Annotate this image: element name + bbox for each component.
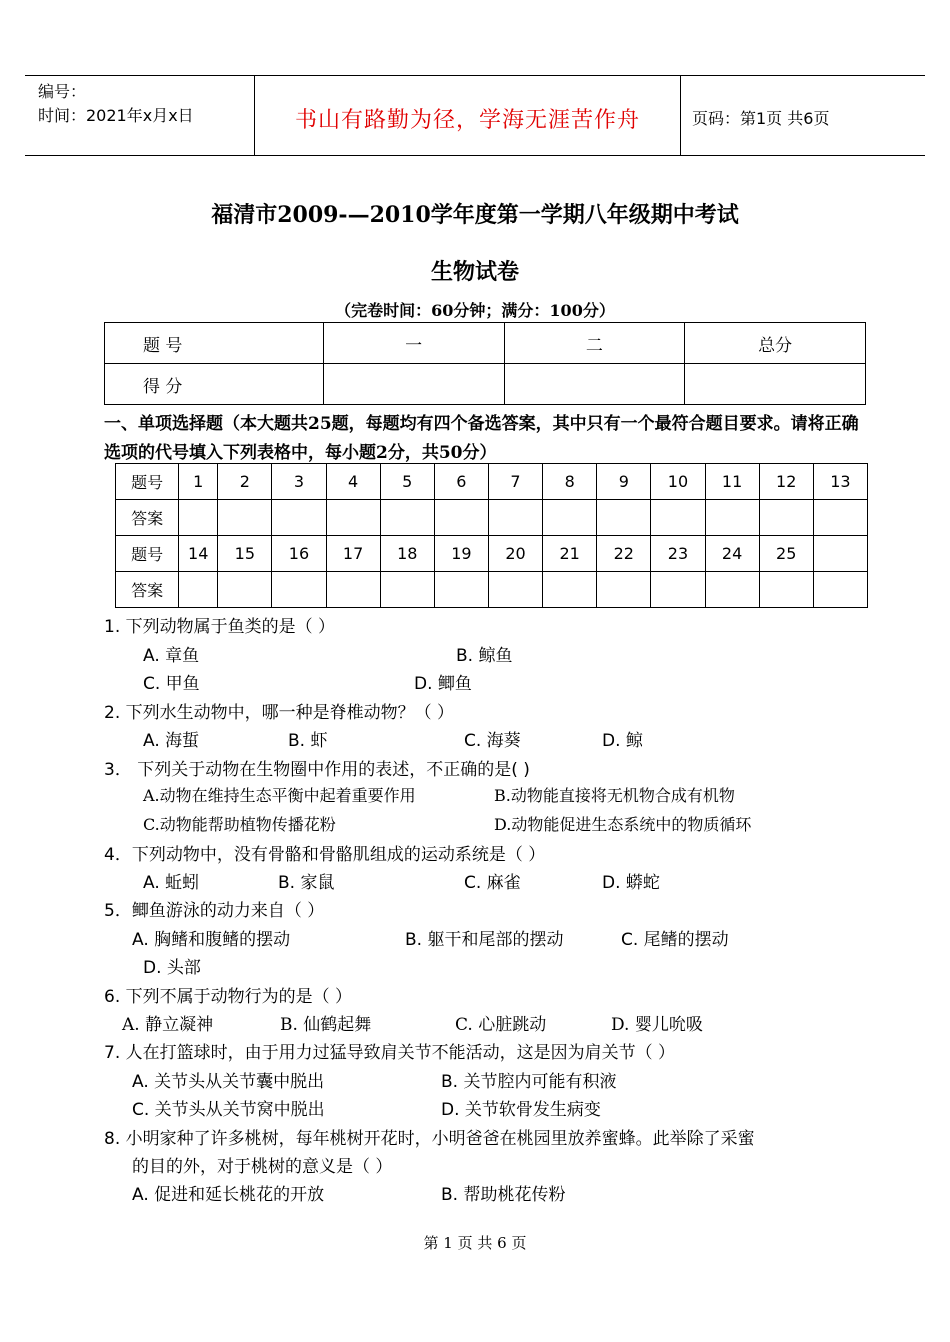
score-table-header: 二 [504,323,685,364]
question-option: D.动物能促进生态系统中的物质循环 [494,815,752,834]
answer-cell[interactable] [813,500,867,536]
question-option: C. 关节头从关节窝中脱出 [132,1100,325,1120]
answer-cell[interactable] [597,572,651,608]
question-option: C. 甲鱼 [143,674,200,694]
answer-cell[interactable] [488,500,542,536]
question-option: B. 仙鹤起舞 [280,1015,372,1035]
answer-cell[interactable] [179,572,218,608]
question-option: C. 心脏跳动 [455,1015,547,1035]
question-stem: 1. 下列动物属于鱼类的是（ ） [104,617,336,637]
exam-title: 福清市2009-—2010学年度第一学期八年级期中考试 [211,202,739,228]
question-option: B. 鲸鱼 [456,646,513,666]
score-table-header: 一 [323,323,504,364]
question-number-cell: 15 [218,536,272,572]
question-number-cell: 16 [272,536,326,572]
header-bottom-rule [25,155,925,156]
question-option: B. 关节腔内可能有积液 [441,1072,617,1092]
question-option: A.动物在维持生态平衡中起着重要作用 [143,786,416,805]
question-option: A. 关节头从关节囊中脱出 [132,1072,325,1092]
question-stem: 8. 小明家种了许多桃树，每年桃树开花时，小明爸爸在桃园里放养蜜蜂。此举除了采蜜 [104,1129,755,1149]
score-table-header: 总分 [685,323,866,364]
answer-cell[interactable] [434,500,488,536]
question-number-cell: 4 [326,464,380,500]
question-stem: 7. 人在打篮球时，由于用力过猛导致肩关节不能活动，这是因为肩关节（ ） [104,1043,676,1063]
page-footer: 第 1 页 共 6 页 [423,1234,527,1252]
question-number-cell: 18 [380,536,434,572]
answer-cell[interactable] [434,572,488,608]
answer-table-answer-row [116,500,868,536]
header-meta [38,80,194,128]
question-stem: 3． 下列关于动物在生物圈中作用的表述，不正确的是( ) [104,760,530,780]
question-option: A. 促进和延长桃花的开放 [132,1185,325,1205]
question-option: A. 海蜇 [143,731,200,751]
question-number-cell: 23 [651,536,705,572]
answer-cell[interactable] [179,500,218,536]
question-option: C.动物能帮助植物传播花粉 [143,815,336,834]
score-table [104,322,866,405]
question-number-cell: 19 [434,536,488,572]
answer-table-answer-row [116,572,868,608]
answer-cell[interactable] [543,572,597,608]
question-number-cell: 22 [597,536,651,572]
answer-cell[interactable] [326,500,380,536]
answer-table-label: 答案 [116,572,179,608]
question-number-cell: 7 [488,464,542,500]
answer-cell[interactable] [326,572,380,608]
question-number-cell: 5 [380,464,434,500]
question-option: A. 静立凝神 [122,1015,214,1035]
answer-table-label: 题号 [116,536,179,572]
header-divider [680,75,681,155]
question-option: D. 头部 [143,958,201,978]
question-number-cell: 12 [759,464,813,500]
question-number-cell: 13 [813,464,867,500]
answer-cell[interactable] [705,572,759,608]
question-option: C. 海葵 [464,731,521,751]
answer-cell[interactable] [597,500,651,536]
question-number-cell: 2 [218,464,272,500]
question-stem: 6. 下列不属于动物行为的是（ ） [104,987,353,1007]
score-cell[interactable] [323,364,504,405]
question-number-cell: 17 [326,536,380,572]
question-number-cell: 20 [488,536,542,572]
section1-instruction: 一、单项选择题（本大题共25题，每题均有四个备选答案，其中只有一个最符合题目要求。请将正确选项的代号填入下列表格中，每小题2分，共50分） [104,414,859,463]
question-number-cell [813,536,867,572]
question-stem: 5．鲫鱼游泳的动力来自（ ） [104,901,325,921]
header-top-rule [25,75,925,76]
score-cell[interactable] [504,364,685,405]
answer-table-number-row [116,464,868,500]
answer-table-label: 题号 [116,464,179,500]
exam-time-note: （完卷时间：60分钟；满分：100分） [335,301,615,320]
question-option: B. 躯干和尾部的摆动 [405,930,564,950]
answer-cell[interactable] [272,500,326,536]
score-table-header: 题 号 [105,323,324,364]
question-option: B.动物能直接将无机物合成有机物 [494,786,735,805]
answer-table-number-row [116,536,868,572]
doc-time-label: 时间：2021年x月x日 [38,106,194,125]
question-number-cell: 9 [597,464,651,500]
answer-cell[interactable] [705,500,759,536]
answer-cell[interactable] [218,500,272,536]
score-row-label: 得 分 [105,364,324,405]
question-option: C. 尾鳍的摆动 [621,930,729,950]
answer-table-label: 答案 [116,500,179,536]
question-number-cell: 10 [651,464,705,500]
question-stem: 2. 下列水生动物中，哪一种是脊椎动物？（ ） [104,703,455,723]
question-number-cell: 3 [272,464,326,500]
question-stem: 4．下列动物中，没有骨骼和骨骼肌组成的运动系统是（ ） [104,845,546,865]
header-page-label: 页码：第1页 共6页 [692,109,830,128]
question-option: D. 关节软骨发生病变 [441,1100,601,1120]
question-option: A. 蚯蚓 [143,873,200,893]
answer-cell[interactable] [218,572,272,608]
question-number-cell: 6 [434,464,488,500]
answer-cell[interactable] [759,500,813,536]
header-motto: 书山有路勤为径，学海无涯苦作舟 [294,108,640,133]
exam-subtitle: 生物试卷 [430,259,519,285]
question-option: D. 鲫鱼 [414,674,472,694]
question-option: D. 鲸 [602,731,643,751]
answer-cell[interactable] [488,572,542,608]
question-number-cell: 14 [179,536,218,572]
question-option: A. 胸鳍和腹鳍的摆动 [132,930,291,950]
answer-table [115,463,868,608]
question-option: B. 虾 [288,731,328,751]
question-number-cell: 25 [759,536,813,572]
answer-cell[interactable] [813,572,867,608]
question-option: A. 章鱼 [143,646,200,666]
question-number-cell: 24 [705,536,759,572]
answer-cell[interactable] [651,572,705,608]
question-option: D. 蟒蛇 [602,873,660,893]
score-cell[interactable] [685,364,866,405]
answer-cell[interactable] [380,500,434,536]
question-option: C. 麻雀 [464,873,521,893]
question-number-cell: 21 [543,536,597,572]
question-option: B. 家鼠 [278,873,335,893]
doc-number-label: 编号： [38,82,87,101]
question-stem-continued: 的目的外，对于桃树的意义是（ ） [132,1157,393,1177]
answer-cell[interactable] [380,572,434,608]
question-option: D. 婴儿吮吸 [611,1015,703,1035]
answer-cell[interactable] [651,500,705,536]
answer-cell[interactable] [759,572,813,608]
answer-cell[interactable] [272,572,326,608]
question-option: B. 帮助桃花传粉 [441,1185,566,1205]
question-number-cell: 11 [705,464,759,500]
question-number-cell: 1 [179,464,218,500]
question-number-cell: 8 [543,464,597,500]
answer-cell[interactable] [543,500,597,536]
